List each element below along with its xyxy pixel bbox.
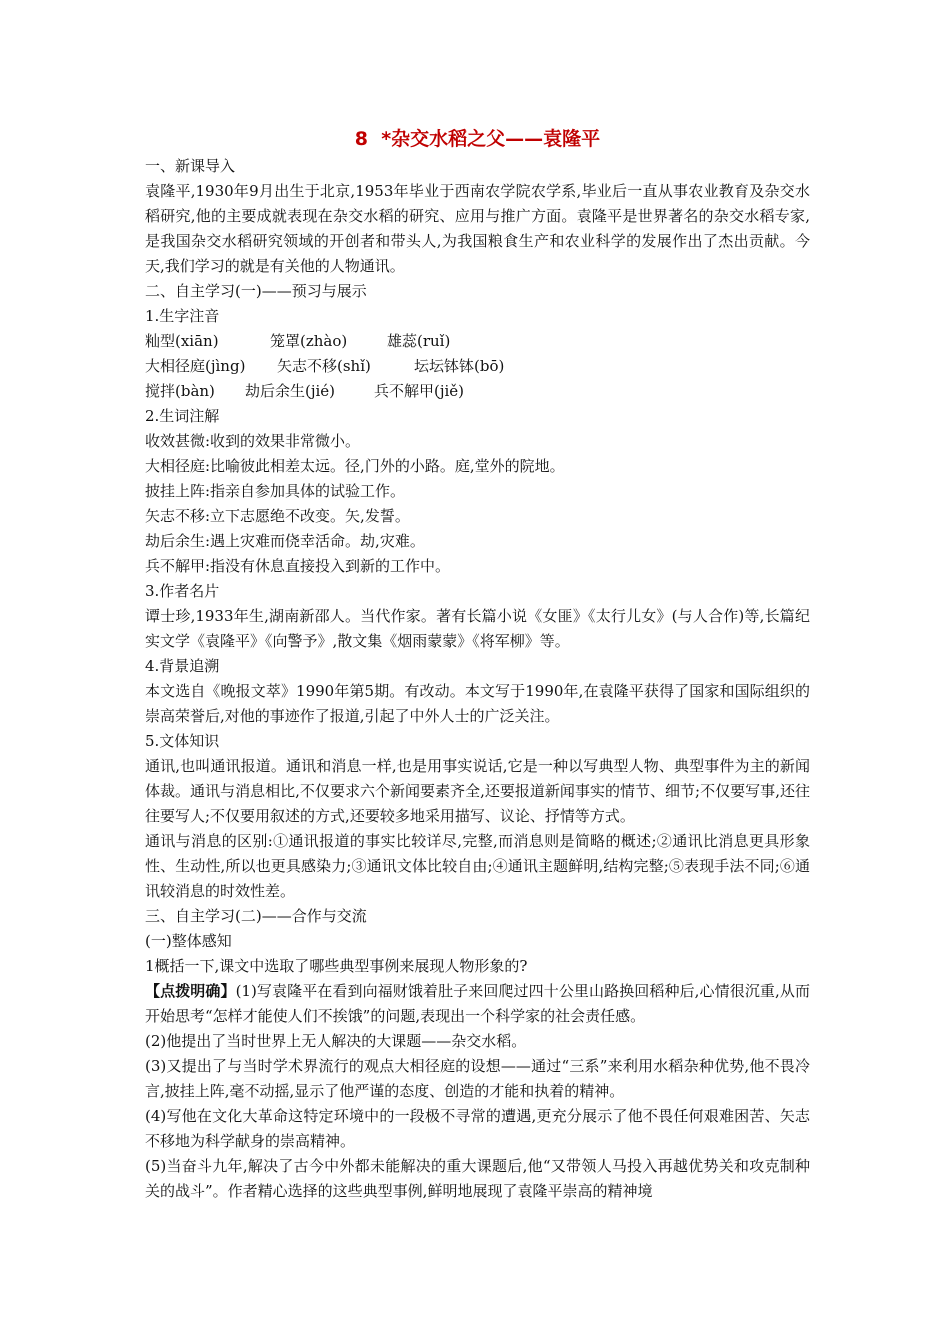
genre-comparison-paragraph: 通讯与消息的区别:①通讯报道的事实比较详尽,完整,而消息则是简略的概述;②通讯比消息更具形象性、生动性,所以也更具感染力;③通讯文体比较自由;④通讯主题鲜明,结构完整;⑤表现手法不同;⑥通讯较消息的时效性差。: [145, 832, 810, 900]
pinyin-item: 大相径庭(jìng): [145, 357, 246, 375]
pinyin-item: 搅拌(bàn): [145, 382, 215, 400]
answer-paragraph: [145, 979, 810, 1029]
vocab-item: 披挂上阵:指亲自参加具体的试验工作。: [145, 482, 406, 500]
pinyin-item: 坛坛钵钵(bō): [414, 357, 505, 375]
answer-item: (5)当奋斗九年,解决了古今中外都未能解决的重大课题后,他“又带领人马投入再越优势关和攻克制种关的战斗”。作者精心选择的这些典型事例,鲜明地展现了袁隆平崇高的精神境: [145, 1157, 810, 1200]
pinyin-row: [145, 354, 810, 379]
answer-item: (3)又提出了与当时学术界流行的观点大相径庭的设想——通过“三系”来利用水稻杂种优势,他不畏冷言,披挂上阵,毫不动摇,显示了他严谨的态度、创造的才能和执着的精神。: [145, 1057, 810, 1100]
pinyin-row: [145, 329, 810, 354]
page-title: 8 *杂交水稻之父——袁隆平: [354, 128, 601, 150]
author-paragraph: 谭士珍,1933年生,湖南新邵人。当代作家。著有长篇小说《女匪》《太行儿女》(与人合作)等,长篇纪实文学《袁隆平》《向警予》,散文集《烟雨蒙蒙》《将军柳》等。: [145, 607, 810, 650]
vocab-item: 收效甚微:收到的效果非常微小。: [145, 432, 361, 450]
pinyin-item: 兵不解甲(jiě): [374, 382, 465, 400]
genre-paragraph: 通讯,也叫通讯报道。通讯和消息一样,也是用事实说话,它是一种以写典型人物、典型事件为主的新闻体裁。通讯与消息相比,不仅要求六个新闻要素齐全,还要报道新闻事实的情节、细节;不仅要写事,还往往要写人;不仅要用叙述的方式,还要较多地采用描写、议论、抒情等方式。: [145, 757, 810, 825]
pinyin-item: 籼型(xiān): [145, 332, 219, 350]
intro-paragraph: 袁隆平,1930年9月出生于北京,1953年毕业于西南农学院农学系,毕业后一直从事农业教育及杂交水稻研究,他的主要成就表现在杂交水稻的研究、应用与推广方面。袁隆平是世界著名的杂交水稻专家,是我国杂交水稻研究领域的开创者和带头人,为我国粮食生产和农业科学的发展作出了杰出贡献。今天,我们学习的就是有关他的人物通讯。: [145, 182, 810, 275]
vocab-item: 劫后余生:遇上灾难而侥幸活命。劫,灾难。: [145, 532, 425, 550]
author-heading: 3.作者名片: [145, 582, 220, 600]
section-heading-intro: 一、新课导入: [145, 157, 236, 175]
document-page: [145, 124, 810, 1204]
answer-item: (2)他提出了当时世界上无人解决的大课题——杂交水稻。: [145, 1032, 527, 1050]
section-heading-self-study-1: 二、自主学习(一)——预习与展示: [145, 282, 367, 300]
vocab-item: 矢志不移:立下志愿绝不改变。矢,发誓。: [145, 507, 410, 525]
question-text: 1概括一下,课文中选取了哪些典型事例来展现人物形象的?: [145, 957, 528, 975]
vocab-heading: 2.生词注解: [145, 407, 220, 425]
vocab-item: 兵不解甲:指没有休息直接投入到新的工作中。: [145, 557, 451, 575]
pinyin-heading: 1.生字注音: [145, 307, 220, 325]
pinyin-item: 雄蕊(ruǐ): [387, 332, 451, 350]
background-paragraph: 本文选自《晚报文萃》1990年第5期。有改动。本文写于1990年,在袁隆平获得了国家和国际组织的崇高荣誉后,对他的事迹作了报道,引起了中外人士的广泛关注。: [145, 682, 810, 725]
answer-label: 【点拨明确】: [145, 982, 236, 1000]
subsection-heading: (一)整体感知: [145, 932, 232, 950]
pinyin-row: [145, 379, 810, 404]
background-heading: 4.背景追溯: [145, 657, 220, 675]
genre-heading: 5.文体知识: [145, 732, 220, 750]
pinyin-item: 笼罩(zhào): [270, 332, 348, 350]
section-heading-self-study-2: 三、自主学习(二)——合作与交流: [145, 907, 367, 925]
answer-item: (4)写他在文化大革命这特定环境中的一段极不寻常的遭遇,更充分展示了他不畏任何艰难困苦、矢志不移地为科学献身的崇高精神。: [145, 1107, 810, 1150]
answer-item: (1)写袁隆平在看到向福财饿着肚子来回爬过四十公里山路换回稻种后,心情很沉重,从而开始思考“怎样才能使人们不挨饿”的问题,表现出一个科学家的社会责任感。: [145, 982, 810, 1025]
pinyin-item: 矢志不移(shǐ): [277, 357, 371, 375]
pinyin-item: 劫后余生(jié): [245, 382, 336, 400]
vocab-item: 大相径庭:比喻彼此相差太远。径,门外的小路。庭,堂外的院地。: [145, 457, 565, 475]
